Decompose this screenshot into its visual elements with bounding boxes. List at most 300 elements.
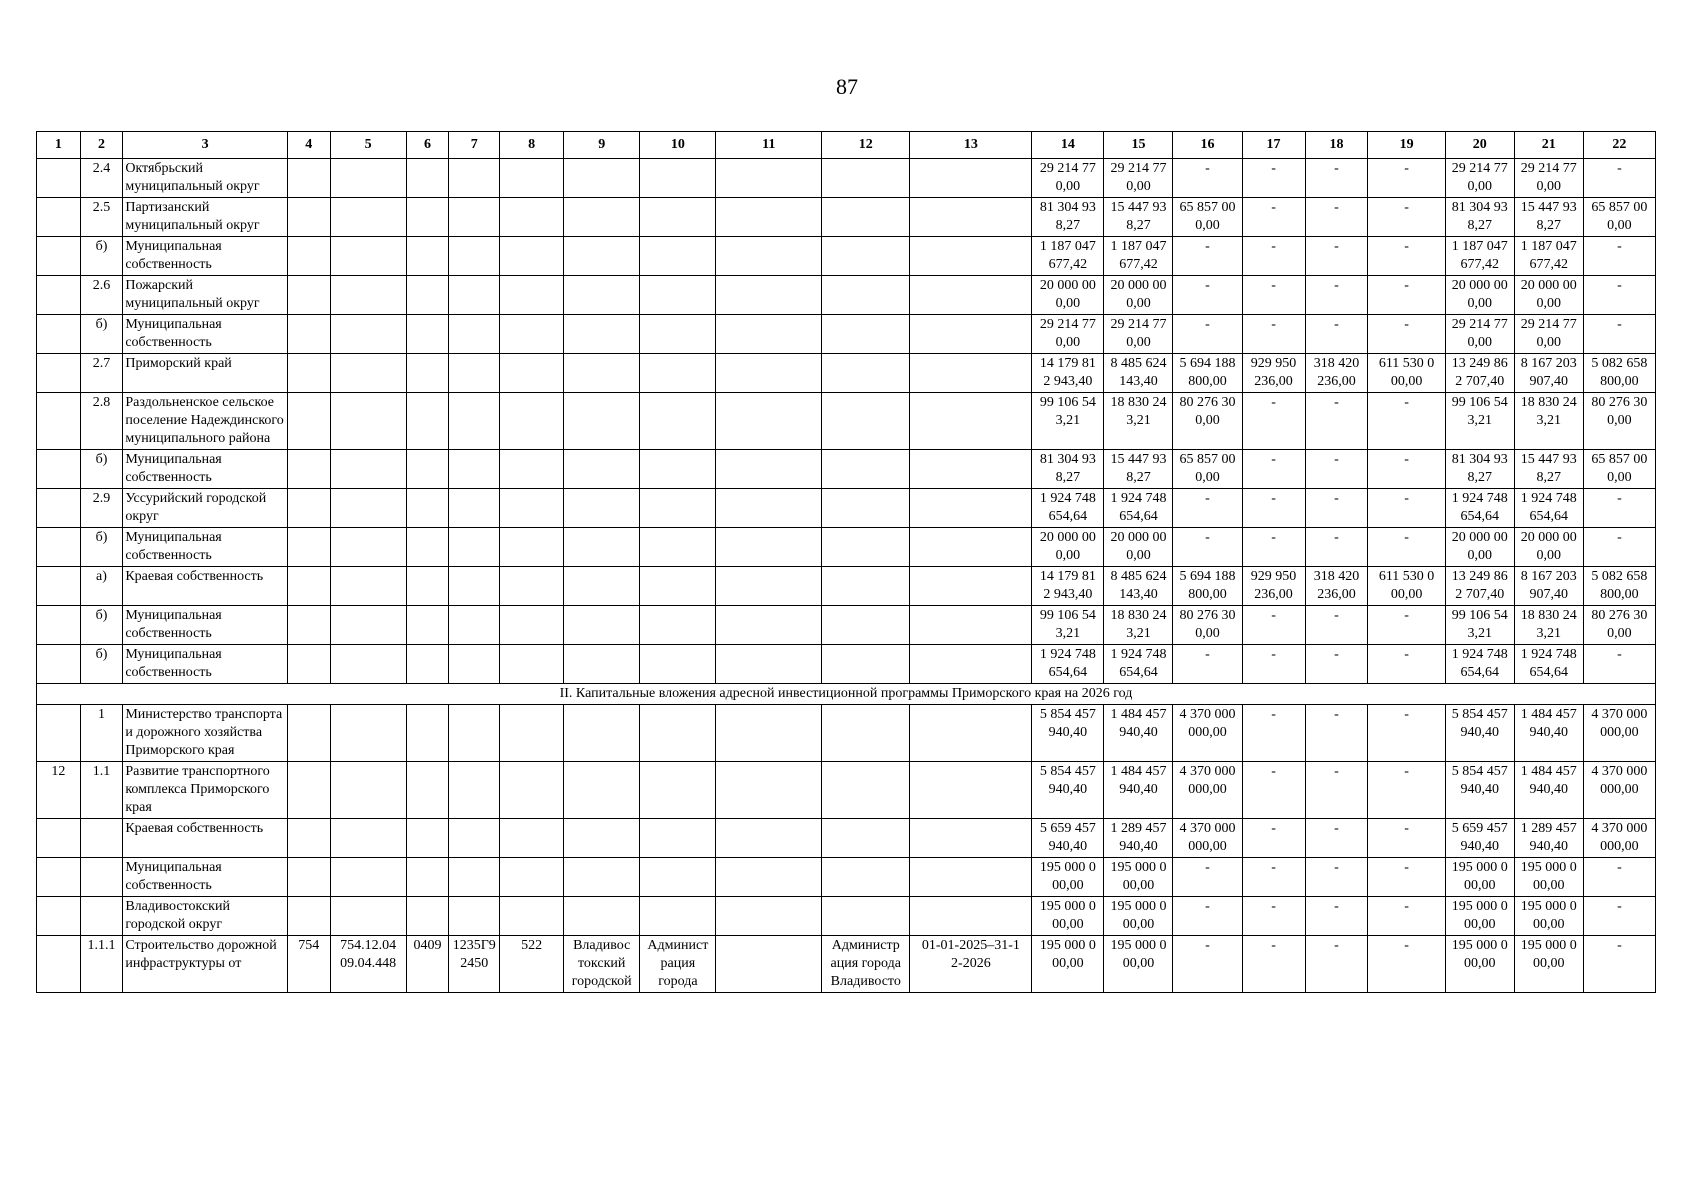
- column-header-8: 8: [500, 132, 564, 159]
- cell-col-6: [406, 276, 449, 315]
- cell-col-20: 5 854 457 940,40: [1445, 762, 1514, 819]
- cell-col-12: Администр ация города Владивосто: [822, 936, 910, 993]
- cell-col-15: 29 214 77 0,00: [1104, 315, 1173, 354]
- cell-col-6: [406, 315, 449, 354]
- cell-col-21: 20 000 00 0,00: [1514, 276, 1583, 315]
- cell-col-8: 522: [500, 936, 564, 993]
- column-header-5: 5: [330, 132, 406, 159]
- cell-col-14: 99 106 54 3,21: [1032, 393, 1104, 450]
- cell-col-17: -: [1242, 450, 1305, 489]
- cell-col-11: [716, 819, 822, 858]
- cell-col-16: 65 857 00 0,00: [1173, 450, 1242, 489]
- cell-col-22: 80 276 30 0,00: [1583, 393, 1655, 450]
- cell-col-13: [910, 762, 1032, 819]
- cell-col-6: [406, 393, 449, 450]
- cell-col-12: [822, 198, 910, 237]
- section-row: [37, 684, 1656, 705]
- cell-col-2: [80, 897, 123, 936]
- cell-col-12: [822, 705, 910, 762]
- table-row: [37, 897, 1656, 936]
- table-row: [37, 819, 1656, 858]
- cell-col-6: [406, 237, 449, 276]
- cell-col-1: [37, 645, 81, 684]
- cell-col-5: [330, 645, 406, 684]
- cell-col-3: Раздольненское сельское поселение Надеждинского муниципального района: [123, 393, 288, 450]
- cell-col-16: 4 370 000 000,00: [1173, 762, 1242, 819]
- cell-col-17: -: [1242, 762, 1305, 819]
- cell-col-9: [564, 237, 640, 276]
- cell-col-5: [330, 762, 406, 819]
- cell-col-22: 80 276 30 0,00: [1583, 606, 1655, 645]
- cell-col-17: -: [1242, 237, 1305, 276]
- cell-col-10: [640, 393, 716, 450]
- table-row: [37, 159, 1656, 198]
- cell-col-2: 2.4: [80, 159, 123, 198]
- column-header-21: 21: [1514, 132, 1583, 159]
- cell-col-3: Развитие транспортного комплекса Приморского края: [123, 762, 288, 819]
- cell-col-9: [564, 645, 640, 684]
- cell-col-16: 5 694 188 800,00: [1173, 354, 1242, 393]
- cell-col-9: [564, 315, 640, 354]
- cell-col-14: 81 304 93 8,27: [1032, 450, 1104, 489]
- cell-col-2: б): [80, 606, 123, 645]
- cell-col-13: [910, 276, 1032, 315]
- cell-col-10: [640, 645, 716, 684]
- cell-col-2: б): [80, 237, 123, 276]
- cell-col-5: [330, 528, 406, 567]
- cell-col-8: [500, 489, 564, 528]
- table-row: [37, 276, 1656, 315]
- header-row: [37, 132, 1656, 159]
- cell-col-19: -: [1368, 819, 1445, 858]
- cell-col-1: [37, 606, 81, 645]
- cell-col-13: [910, 819, 1032, 858]
- cell-col-17: -: [1242, 645, 1305, 684]
- cell-col-1: [37, 858, 81, 897]
- cell-col-18: -: [1305, 897, 1368, 936]
- cell-col-10: [640, 354, 716, 393]
- cell-col-5: [330, 705, 406, 762]
- cell-col-6: [406, 528, 449, 567]
- cell-col-19: -: [1368, 159, 1445, 198]
- cell-col-8: [500, 450, 564, 489]
- cell-col-10: [640, 450, 716, 489]
- cell-col-2: 2.6: [80, 276, 123, 315]
- cell-col-17: -: [1242, 936, 1305, 993]
- cell-col-21: 8 167 203 907,40: [1514, 354, 1583, 393]
- cell-col-12: [822, 567, 910, 606]
- cell-col-21: 18 830 24 3,21: [1514, 393, 1583, 450]
- cell-col-6: [406, 354, 449, 393]
- column-header-11: 11: [716, 132, 822, 159]
- cell-col-13: [910, 567, 1032, 606]
- table-row: [37, 198, 1656, 237]
- cell-col-20: 1 924 748 654,64: [1445, 645, 1514, 684]
- cell-col-16: -: [1173, 528, 1242, 567]
- cell-col-8: [500, 393, 564, 450]
- cell-col-13: [910, 528, 1032, 567]
- cell-col-16: 80 276 30 0,00: [1173, 393, 1242, 450]
- cell-col-22: -: [1583, 237, 1655, 276]
- cell-col-18: -: [1305, 276, 1368, 315]
- cell-col-13: [910, 237, 1032, 276]
- cell-col-15: 29 214 77 0,00: [1104, 159, 1173, 198]
- cell-col-4: [287, 198, 330, 237]
- cell-col-7: [449, 762, 500, 819]
- cell-col-7: [449, 489, 500, 528]
- cell-col-13: [910, 393, 1032, 450]
- cell-col-18: 318 420 236,00: [1305, 567, 1368, 606]
- cell-col-17: -: [1242, 393, 1305, 450]
- cell-col-8: [500, 762, 564, 819]
- cell-col-14: 195 000 0 00,00: [1032, 897, 1104, 936]
- cell-col-5: [330, 489, 406, 528]
- column-header-7: 7: [449, 132, 500, 159]
- cell-col-7: [449, 819, 500, 858]
- cell-col-17: -: [1242, 315, 1305, 354]
- cell-col-14: 99 106 54 3,21: [1032, 606, 1104, 645]
- cell-col-17: -: [1242, 276, 1305, 315]
- cell-col-19: -: [1368, 450, 1445, 489]
- cell-col-17: -: [1242, 606, 1305, 645]
- cell-col-17: -: [1242, 528, 1305, 567]
- cell-col-9: [564, 276, 640, 315]
- cell-col-8: [500, 276, 564, 315]
- table-row: [37, 489, 1656, 528]
- cell-col-11: [716, 489, 822, 528]
- cell-col-1: [37, 450, 81, 489]
- cell-col-17: -: [1242, 819, 1305, 858]
- cell-col-8: [500, 159, 564, 198]
- cell-col-22: 4 370 000 000,00: [1583, 819, 1655, 858]
- cell-col-1: [37, 528, 81, 567]
- cell-col-19: -: [1368, 528, 1445, 567]
- cell-col-2: б): [80, 528, 123, 567]
- cell-col-12: [822, 897, 910, 936]
- cell-col-13: [910, 645, 1032, 684]
- cell-col-3: Приморский край: [123, 354, 288, 393]
- cell-col-15: 18 830 24 3,21: [1104, 393, 1173, 450]
- cell-col-10: [640, 159, 716, 198]
- cell-col-4: [287, 819, 330, 858]
- cell-col-11: [716, 198, 822, 237]
- cell-col-9: [564, 567, 640, 606]
- cell-col-18: -: [1305, 528, 1368, 567]
- cell-col-19: -: [1368, 393, 1445, 450]
- cell-col-21: 1 187 047 677,42: [1514, 237, 1583, 276]
- column-header-14: 14: [1032, 132, 1104, 159]
- cell-col-2: 2.7: [80, 354, 123, 393]
- cell-col-1: [37, 237, 81, 276]
- cell-col-12: [822, 606, 910, 645]
- cell-col-2: 2.9: [80, 489, 123, 528]
- cell-col-6: [406, 705, 449, 762]
- cell-col-13: [910, 159, 1032, 198]
- cell-col-8: [500, 858, 564, 897]
- cell-col-15: 18 830 24 3,21: [1104, 606, 1173, 645]
- cell-col-20: 81 304 93 8,27: [1445, 198, 1514, 237]
- cell-col-3: Муниципальная собственность: [123, 528, 288, 567]
- page-number: 87: [836, 74, 858, 99]
- table-row: [37, 567, 1656, 606]
- cell-col-17: -: [1242, 897, 1305, 936]
- cell-col-17: -: [1242, 858, 1305, 897]
- cell-col-9: [564, 705, 640, 762]
- cell-col-3: Муниципальная собственность: [123, 858, 288, 897]
- cell-col-7: [449, 705, 500, 762]
- cell-col-3: Владивостокский городской округ: [123, 897, 288, 936]
- cell-col-20: 5 659 457 940,40: [1445, 819, 1514, 858]
- cell-col-17: -: [1242, 198, 1305, 237]
- table-row: [37, 762, 1656, 819]
- cell-col-19: 611 530 0 00,00: [1368, 354, 1445, 393]
- table-row: [37, 528, 1656, 567]
- cell-col-6: [406, 450, 449, 489]
- cell-col-11: [716, 276, 822, 315]
- cell-col-20: 81 304 93 8,27: [1445, 450, 1514, 489]
- cell-col-9: [564, 858, 640, 897]
- cell-col-10: [640, 567, 716, 606]
- cell-col-5: [330, 276, 406, 315]
- cell-col-12: [822, 276, 910, 315]
- cell-col-19: -: [1368, 237, 1445, 276]
- cell-col-1: [37, 897, 81, 936]
- cell-col-20: 1 187 047 677,42: [1445, 237, 1514, 276]
- cell-col-1: [37, 159, 81, 198]
- cell-col-12: [822, 858, 910, 897]
- cell-col-14: 1 924 748 654,64: [1032, 645, 1104, 684]
- cell-col-22: 5 082 658 800,00: [1583, 567, 1655, 606]
- cell-col-22: 4 370 000 000,00: [1583, 762, 1655, 819]
- cell-col-19: -: [1368, 315, 1445, 354]
- cell-col-6: [406, 819, 449, 858]
- cell-col-20: 5 854 457 940,40: [1445, 705, 1514, 762]
- cell-col-15: 195 000 0 00,00: [1104, 897, 1173, 936]
- cell-col-20: 195 000 0 00,00: [1445, 858, 1514, 897]
- cell-col-8: [500, 645, 564, 684]
- cell-col-20: 99 106 54 3,21: [1445, 393, 1514, 450]
- cell-col-6: [406, 198, 449, 237]
- cell-col-22: 4 370 000 000,00: [1583, 705, 1655, 762]
- cell-col-18: -: [1305, 606, 1368, 645]
- cell-col-8: [500, 237, 564, 276]
- cell-col-6: [406, 897, 449, 936]
- cell-col-15: 1 484 457 940,40: [1104, 762, 1173, 819]
- cell-col-10: [640, 819, 716, 858]
- cell-col-5: [330, 450, 406, 489]
- column-header-18: 18: [1305, 132, 1368, 159]
- cell-col-12: [822, 393, 910, 450]
- cell-col-7: [449, 606, 500, 645]
- cell-col-22: 65 857 00 0,00: [1583, 198, 1655, 237]
- cell-col-16: -: [1173, 276, 1242, 315]
- cell-col-8: [500, 819, 564, 858]
- table-row: [37, 606, 1656, 645]
- cell-col-18: -: [1305, 936, 1368, 993]
- cell-col-1: [37, 354, 81, 393]
- column-header-6: 6: [406, 132, 449, 159]
- cell-col-4: [287, 528, 330, 567]
- cell-col-7: [449, 393, 500, 450]
- cell-col-12: [822, 450, 910, 489]
- cell-col-3: Муниципальная собственность: [123, 645, 288, 684]
- cell-col-11: [716, 645, 822, 684]
- cell-col-4: [287, 393, 330, 450]
- cell-col-22: -: [1583, 528, 1655, 567]
- cell-col-9: [564, 528, 640, 567]
- cell-col-21: 8 167 203 907,40: [1514, 567, 1583, 606]
- cell-col-21: 15 447 93 8,27: [1514, 450, 1583, 489]
- cell-col-20: 13 249 86 2 707,40: [1445, 567, 1514, 606]
- cell-col-7: [449, 198, 500, 237]
- cell-col-10: [640, 606, 716, 645]
- cell-col-11: [716, 315, 822, 354]
- cell-col-21: 15 447 93 8,27: [1514, 198, 1583, 237]
- cell-col-12: [822, 762, 910, 819]
- cell-col-6: [406, 762, 449, 819]
- cell-col-17: -: [1242, 489, 1305, 528]
- cell-col-11: [716, 705, 822, 762]
- cell-col-2: 1.1: [80, 762, 123, 819]
- cell-col-2: а): [80, 567, 123, 606]
- section-title: II. Капитальные вложения адресной инвестиционной программы Приморского края на 2026 год: [37, 684, 1656, 705]
- column-header-16: 16: [1173, 132, 1242, 159]
- cell-col-5: 754.12.04 09.04.448: [330, 936, 406, 993]
- cell-col-19: -: [1368, 489, 1445, 528]
- table-row: [37, 705, 1656, 762]
- cell-col-11: [716, 606, 822, 645]
- cell-col-20: 99 106 54 3,21: [1445, 606, 1514, 645]
- cell-col-15: 15 447 93 8,27: [1104, 450, 1173, 489]
- cell-col-2: 1: [80, 705, 123, 762]
- cell-col-9: [564, 450, 640, 489]
- cell-col-20: 13 249 86 2 707,40: [1445, 354, 1514, 393]
- cell-col-20: 29 214 77 0,00: [1445, 159, 1514, 198]
- cell-col-8: [500, 897, 564, 936]
- cell-col-2: б): [80, 645, 123, 684]
- cell-col-10: [640, 705, 716, 762]
- cell-col-7: [449, 645, 500, 684]
- cell-col-9: [564, 159, 640, 198]
- cell-col-21: 29 214 77 0,00: [1514, 159, 1583, 198]
- column-header-2: 2: [80, 132, 123, 159]
- cell-col-22: 5 082 658 800,00: [1583, 354, 1655, 393]
- cell-col-5: [330, 159, 406, 198]
- cell-col-6: [406, 858, 449, 897]
- cell-col-7: [449, 858, 500, 897]
- cell-col-6: [406, 645, 449, 684]
- cell-col-5: [330, 567, 406, 606]
- cell-col-9: [564, 606, 640, 645]
- cell-col-22: -: [1583, 858, 1655, 897]
- column-header-9: 9: [564, 132, 640, 159]
- cell-col-4: [287, 858, 330, 897]
- cell-col-11: [716, 762, 822, 819]
- cell-col-18: -: [1305, 237, 1368, 276]
- cell-col-11: [716, 450, 822, 489]
- cell-col-8: [500, 705, 564, 762]
- investment-table: [36, 131, 1656, 993]
- cell-col-20: 20 000 00 0,00: [1445, 276, 1514, 315]
- cell-col-19: -: [1368, 645, 1445, 684]
- cell-col-2: 2.5: [80, 198, 123, 237]
- cell-col-7: [449, 567, 500, 606]
- cell-col-21: 1 924 748 654,64: [1514, 489, 1583, 528]
- cell-col-3: Октябрьский муниципальный округ: [123, 159, 288, 198]
- cell-col-14: 14 179 81 2 943,40: [1032, 354, 1104, 393]
- cell-col-14: 195 000 0 00,00: [1032, 936, 1104, 993]
- cell-col-21: 1 484 457 940,40: [1514, 705, 1583, 762]
- cell-col-9: [564, 762, 640, 819]
- cell-col-14: 1 187 047 677,42: [1032, 237, 1104, 276]
- cell-col-4: [287, 567, 330, 606]
- cell-col-9: [564, 393, 640, 450]
- column-header-22: 22: [1583, 132, 1655, 159]
- cell-col-17: 929 950 236,00: [1242, 354, 1305, 393]
- cell-col-14: 14 179 81 2 943,40: [1032, 567, 1104, 606]
- column-header-17: 17: [1242, 132, 1305, 159]
- column-header-20: 20: [1445, 132, 1514, 159]
- cell-col-12: [822, 645, 910, 684]
- cell-col-3: Муниципальная собственность: [123, 237, 288, 276]
- cell-col-19: -: [1368, 198, 1445, 237]
- table-row: [37, 393, 1656, 450]
- cell-col-12: [822, 819, 910, 858]
- cell-col-21: 195 000 0 00,00: [1514, 936, 1583, 993]
- cell-col-1: [37, 198, 81, 237]
- cell-col-20: 29 214 77 0,00: [1445, 315, 1514, 354]
- cell-col-15: 1 289 457 940,40: [1104, 819, 1173, 858]
- cell-col-11: [716, 354, 822, 393]
- cell-col-11: [716, 237, 822, 276]
- cell-col-3: Краевая собственность: [123, 567, 288, 606]
- cell-col-15: 1 924 748 654,64: [1104, 489, 1173, 528]
- cell-col-5: [330, 897, 406, 936]
- cell-col-3: Муниципальная собственность: [123, 315, 288, 354]
- cell-col-15: 1 187 047 677,42: [1104, 237, 1173, 276]
- cell-col-15: 1 484 457 940,40: [1104, 705, 1173, 762]
- cell-col-17: -: [1242, 159, 1305, 198]
- cell-col-20: 195 000 0 00,00: [1445, 936, 1514, 993]
- cell-col-13: [910, 450, 1032, 489]
- cell-col-14: 81 304 93 8,27: [1032, 198, 1104, 237]
- cell-col-6: [406, 159, 449, 198]
- cell-col-6: 0409: [406, 936, 449, 993]
- cell-col-10: [640, 528, 716, 567]
- cell-col-2: 2.8: [80, 393, 123, 450]
- cell-col-9: [564, 198, 640, 237]
- cell-col-22: -: [1583, 936, 1655, 993]
- cell-col-15: 20 000 00 0,00: [1104, 528, 1173, 567]
- cell-col-15: 195 000 0 00,00: [1104, 858, 1173, 897]
- cell-col-4: [287, 315, 330, 354]
- cell-col-13: 01-01-2025–31-1 2-2026: [910, 936, 1032, 993]
- cell-col-4: [287, 705, 330, 762]
- cell-col-3: Краевая собственность: [123, 819, 288, 858]
- cell-col-22: -: [1583, 159, 1655, 198]
- table-row: [37, 936, 1656, 993]
- cell-col-5: [330, 858, 406, 897]
- cell-col-4: [287, 762, 330, 819]
- cell-col-19: -: [1368, 762, 1445, 819]
- cell-col-12: [822, 159, 910, 198]
- cell-col-18: 318 420 236,00: [1305, 354, 1368, 393]
- cell-col-4: 754: [287, 936, 330, 993]
- cell-col-2: [80, 819, 123, 858]
- cell-col-16: -: [1173, 936, 1242, 993]
- cell-col-18: -: [1305, 762, 1368, 819]
- cell-col-9: Владивос токский городской: [564, 936, 640, 993]
